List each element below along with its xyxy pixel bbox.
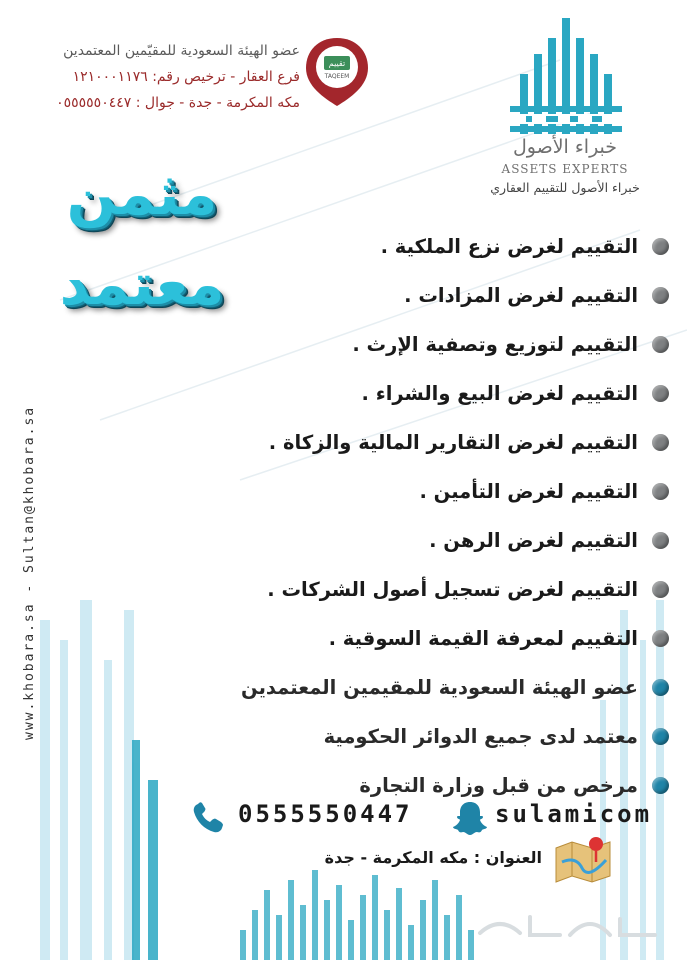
title-line-1: مثمن bbox=[66, 160, 218, 228]
assets-experts-logo-icon bbox=[500, 14, 630, 144]
service-text: التقييم لتوزيع وتصفية الإرث . bbox=[352, 333, 638, 356]
phone-icon bbox=[190, 800, 226, 836]
logo-subtitle: خبراء الأصول للتقييم العقاري bbox=[490, 180, 640, 195]
list-item bbox=[149, 467, 669, 516]
list-item bbox=[149, 271, 669, 320]
list-item bbox=[149, 516, 669, 565]
services-list bbox=[149, 222, 669, 810]
watermark-logo-icon bbox=[470, 905, 670, 945]
service-text: التقييم لغرض البيع والشراء . bbox=[361, 382, 638, 405]
service-text: التقييم لغرض التأمين . bbox=[419, 480, 638, 503]
member-line: عضو الهيئة السعودية للمقيّمين المعتمدين bbox=[63, 43, 300, 59]
bullet-icon bbox=[652, 581, 669, 598]
website-email-text: www.khobara.sa - Sultan@khobara.sa bbox=[22, 405, 37, 740]
service-text: التقييم لغرض تسجيل أصول الشركات . bbox=[267, 578, 638, 601]
service-text: التقييم لغرض المزادات . bbox=[404, 284, 638, 307]
credential-text: عضو الهيئة السعودية للمقيمين المعتمدين bbox=[241, 676, 638, 699]
bullet-icon bbox=[652, 434, 669, 451]
bullet-icon bbox=[652, 728, 669, 745]
bullet-icon bbox=[652, 287, 669, 304]
bullet-icon bbox=[652, 630, 669, 647]
header-info bbox=[30, 38, 300, 116]
list-item bbox=[149, 418, 669, 467]
service-text: التقييم لغرض الرهن . bbox=[429, 529, 638, 552]
credential-text: مرخص من قبل وزارة التجارة bbox=[359, 774, 638, 797]
list-item bbox=[149, 663, 669, 712]
taqeem-badge-icon bbox=[302, 36, 372, 108]
badge-ar-text: تقييم bbox=[328, 59, 346, 68]
phone-number[interactable]: 0555550447 bbox=[238, 800, 413, 828]
address-text: العنوان : مكه المكرمة - جدة bbox=[324, 848, 542, 867]
bullet-icon bbox=[652, 679, 669, 696]
bullet-icon bbox=[652, 336, 669, 353]
list-item bbox=[149, 222, 669, 271]
bullet-icon bbox=[652, 777, 669, 794]
snapchat-handle[interactable]: sulamicom bbox=[495, 800, 653, 828]
badge-text: TAQEEM bbox=[324, 73, 350, 80]
bullet-icon bbox=[652, 385, 669, 402]
bullet-icon bbox=[652, 238, 669, 255]
list-item bbox=[149, 320, 669, 369]
logo-name-ar: خبراء الأصول bbox=[512, 136, 618, 158]
service-text: التقييم لمعرفة القيمة السوقية . bbox=[328, 627, 638, 650]
service-text: التقييم لغرض التقارير المالية والزكاة . bbox=[268, 431, 638, 454]
list-item bbox=[149, 614, 669, 663]
license-line: فرع العقار - ترخيص رقم: ١٢١٠٠٠١١٧٦ bbox=[72, 69, 300, 85]
list-item bbox=[149, 369, 669, 418]
location-line: مكه المكرمة - جدة - جوال : ٠٥٥٥٥٥٠٤٤٧ bbox=[56, 95, 300, 111]
snapchat-icon bbox=[450, 798, 490, 838]
list-item bbox=[149, 712, 669, 761]
service-text: التقييم لغرض نزع الملكية . bbox=[380, 235, 638, 258]
bullet-icon bbox=[652, 483, 669, 500]
title-line-2: معتمد bbox=[59, 250, 225, 318]
list-item bbox=[149, 565, 669, 614]
map-pin-icon bbox=[552, 832, 614, 884]
credential-text: معتمد لدى جميع الدوائر الحكومية bbox=[323, 725, 638, 748]
logo-name-en: ASSETS EXPERTS bbox=[501, 162, 629, 176]
bullet-icon bbox=[652, 532, 669, 549]
